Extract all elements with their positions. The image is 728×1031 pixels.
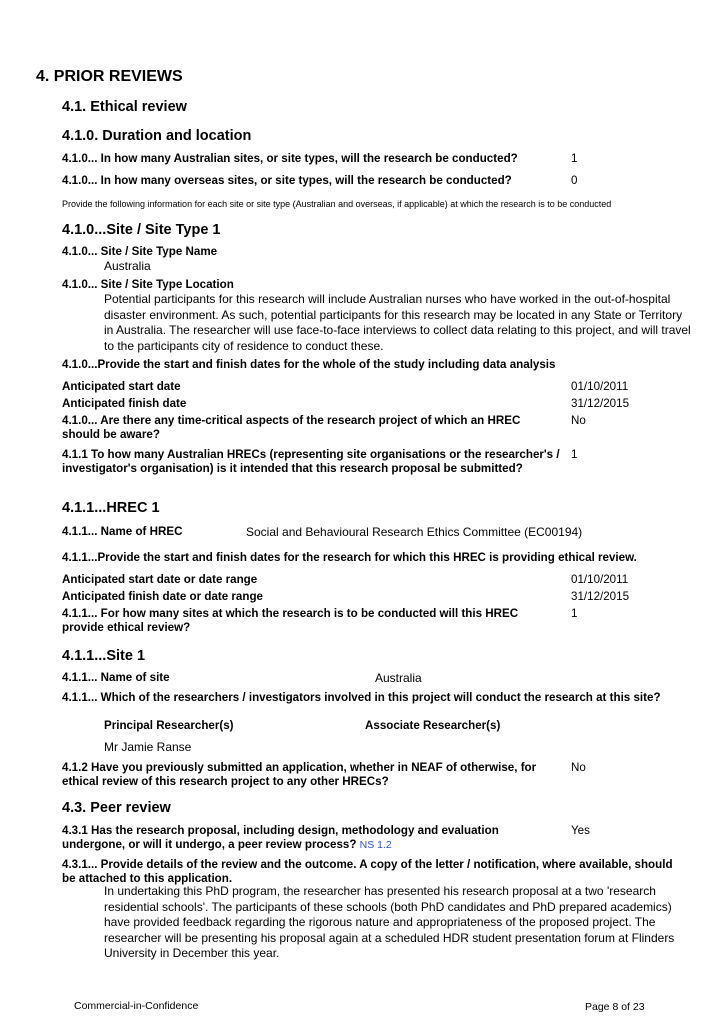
question-peer-reviewed-text: 4.3.1 Has the research proposal, including design, methodology and evaluation undergone, or will it undergo, a peer review process? <box>62 824 499 851</box>
hrec-heading: 4.1.1...HREC 1 <box>62 500 160 516</box>
question-review-details: 4.3.1... Provide details of the review and the outcome. A copy of the letter / notification, where available, should be attached to this application. <box>62 858 673 885</box>
answer-australian-sites: 1 <box>571 152 578 165</box>
footer-confidentiality: Commercial-in-Confidence <box>74 1000 199 1012</box>
column-principal-researchers: Principal Researcher(s) <box>104 719 234 732</box>
answer-time-critical: No <box>571 414 586 427</box>
site-info-instruction: Provide the following information for each site or site type (Australian and overseas, if applicable) at which the research is to be conducted <box>62 199 612 209</box>
answer-review-details: In undertaking this PhD program, the researcher has presented his research proposal at a two 'research residential schools'. The participants of these schools (both PhD candidates and PhD prepared academics) have provided feedback regarding the rigorous nature and appropriateness of the proposed project. The researcher will be presenting his proposal again at a scheduled HDR student presentation forum at Flinders University in December this year. <box>104 884 675 960</box>
ns-reference-link[interactable]: NS 1.2 <box>359 839 392 851</box>
answer-hrec-start: 01/10/2011 <box>571 573 629 586</box>
answer-hrec-sites: 1 <box>571 607 578 620</box>
label-study-start: Anticipated start date <box>62 380 181 393</box>
site-type-heading: 4.1.0...Site / Site Type 1 <box>62 222 221 238</box>
footer-page-number: Page 8 of 23 <box>585 1001 645 1013</box>
label-hrec-finish: Anticipated finish date or date range <box>62 590 263 603</box>
question-site-type-location: 4.1.0... Site / Site Type Location <box>62 278 234 291</box>
question-peer-reviewed <box>62 824 562 852</box>
question-hrec-sites: 4.1.1... For how many sites at which the research is to be conducted will this HREC provide ethical review? <box>62 607 519 634</box>
answer-study-finish: 31/12/2015 <box>571 397 630 410</box>
section-title: 4. PRIOR REVIEWS <box>36 68 183 85</box>
column-associate-researchers: Associate Researcher(s) <box>365 719 501 732</box>
question-time-critical: 4.1.0... Are there any time-critical aspects of the research project of which an HREC should be aware? <box>62 414 521 441</box>
answer-hrec-name: Social and Behavioural Research Ethics Committee (EC00194) <box>246 525 583 539</box>
answer-site-type-location: Potential participants for this research will include Australian nurses who have worked in the out-of-hospital disaster environment. As such, potential participants for this research may be located in any State or Territory in Australia. The researcher will use face-to-face interviews to collect data relating to this project, and will travel to the participants city of residence to conduct these. <box>104 292 691 353</box>
label-hrec-start: Anticipated start date or date range <box>62 573 258 586</box>
question-site-researchers: 4.1.1... Which of the researchers / investigators involved in this project will conduct the research at this site? <box>62 691 661 704</box>
question-num-hrecs: 4.1.1 To how many Australian HRECs (representing site organisations or the researcher's / investigator's organisation) is it intended that this research proposal be submitted? <box>62 448 560 475</box>
ethical-review-heading: 4.1. Ethical review <box>62 99 187 115</box>
question-hrec-name: 4.1.1... Name of HREC <box>62 525 183 538</box>
question-australian-sites: 4.1.0... In how many Australian sites, or site types, will the research be conducted? <box>62 152 518 165</box>
question-site-name: 4.1.1... Name of site <box>62 671 170 684</box>
label-study-finish: Anticipated finish date <box>62 397 187 410</box>
duration-location-heading: 4.1.0. Duration and location <box>62 128 252 144</box>
answer-overseas-sites: 0 <box>571 174 578 187</box>
question-study-dates: 4.1.0...Provide the start and finish dates for the whole of the study including data analysis <box>62 358 556 371</box>
question-hrec-dates: 4.1.1...Provide the start and finish dates for the research for which this HREC is providing ethical review. <box>62 551 637 564</box>
question-site-type-name: 4.1.0... Site / Site Type Name <box>62 245 218 258</box>
answer-num-hrecs: 1 <box>571 448 578 461</box>
peer-review-heading: 4.3. Peer review <box>62 800 171 816</box>
answer-site-type-name: Australia <box>104 259 151 273</box>
answer-previous-submission: No <box>571 761 586 774</box>
question-overseas-sites: 4.1.0... In how many overseas sites, or site types, will the research be conducted? <box>62 174 512 187</box>
question-previous-submission: 4.1.2 Have you previously submitted an application, whether in NEAF of otherwise, for ethical review of this research project to any other HRECs? <box>62 761 537 788</box>
answer-peer-reviewed: Yes <box>571 824 590 837</box>
answer-study-start: 01/10/2011 <box>571 380 629 393</box>
site-heading: 4.1.1...Site 1 <box>62 648 146 664</box>
principal-researcher-name: Mr Jamie Ranse <box>104 740 192 754</box>
answer-site-name: Australia <box>375 671 422 685</box>
answer-hrec-finish: 31/12/2015 <box>571 590 630 603</box>
